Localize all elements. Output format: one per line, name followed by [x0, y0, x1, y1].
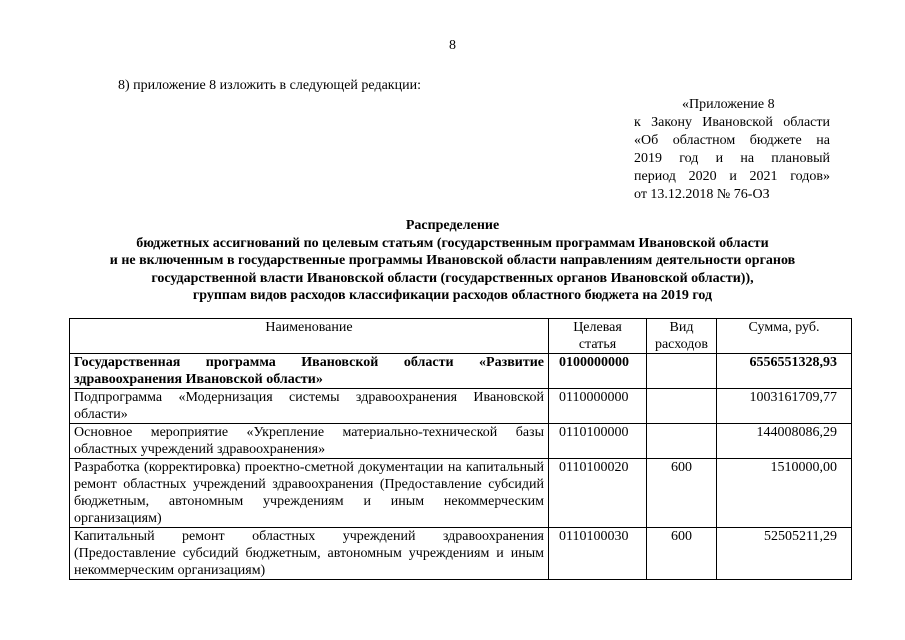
row-sum: 52505211,29	[717, 528, 852, 580]
appendix-line: к Закону Ивановской области	[634, 115, 830, 130]
row-name: Основное мероприятие «Укрепление материально-технической базы областных учреждений здравоохранения»	[70, 424, 549, 459]
title-line: группам видов расходов классификации расходов областного бюджета на 2019 год	[192, 288, 713, 303]
table-row	[70, 389, 852, 424]
row-code: 0110100030	[549, 528, 647, 580]
row-type	[647, 354, 717, 389]
document-title	[70, 217, 835, 305]
table-row	[70, 354, 852, 389]
title-line: Распределение	[405, 218, 500, 233]
row-type	[647, 389, 717, 424]
row-code: 0110100000	[549, 424, 647, 459]
row-sum: 6556551328,93	[717, 354, 852, 389]
row-sum: 144008086,29	[717, 424, 852, 459]
appendix-line: «Об областном бюджете на	[634, 133, 830, 148]
table-row	[70, 424, 852, 459]
appendix-line: «Приложение 8	[682, 97, 775, 112]
header-sum: Сумма, руб.	[717, 319, 852, 354]
table-row	[70, 459, 852, 528]
title-line: и не включенным в государственные программы Ивановской области направлениям деятельности органов	[109, 253, 796, 268]
page-number: 8	[449, 38, 456, 53]
header-code: Целевая статья	[549, 319, 647, 354]
row-type: 600	[647, 528, 717, 580]
row-type	[647, 424, 717, 459]
intro-text: 8) приложение 8 изложить в следующей редакции:	[118, 78, 421, 93]
budget-table	[69, 318, 852, 580]
table-row	[70, 528, 852, 580]
row-code: 0110000000	[549, 389, 647, 424]
table-header-row	[70, 319, 852, 354]
row-type: 600	[647, 459, 717, 528]
row-name: Разработка (корректировка) проектно-сметной документации на капитальный ремонт областных учреждений здравоохранения (Предоставление субсидий бюджетным, автономным учреждениям и иным некоммерческим организациям)	[70, 459, 549, 528]
header-type: Вид расходов	[647, 319, 717, 354]
header-name: Наименование	[70, 319, 549, 354]
appendix-line: от 13.12.2018 № 76-ОЗ	[634, 187, 770, 202]
row-name: Подпрограмма «Модернизация системы здравоохранения Ивановской области»	[70, 389, 549, 424]
row-name: Капитальный ремонт областных учреждений здравоохранения (Предоставление субсидий бюджетным, автономным учреждениям и иным некоммерческим организациям)	[70, 528, 549, 580]
row-code: 0110100020	[549, 459, 647, 528]
appendix-line: период 2020 и 2021 годов»	[634, 169, 830, 184]
appendix-line: 2019 год и на плановый	[634, 151, 830, 166]
row-sum: 1510000,00	[717, 459, 852, 528]
row-name: Государственная программа Ивановской области «Развитие здравоохранения Ивановской области»	[70, 354, 549, 389]
row-sum: 1003161709,77	[717, 389, 852, 424]
title-line: государственной власти Ивановской области (государственных органов Ивановской области)),	[151, 270, 754, 286]
row-code: 0100000000	[549, 354, 647, 389]
appendix-reference	[634, 96, 830, 204]
title-line: бюджетных ассигнований по целевым статьям (государственным программам Ивановской области	[136, 235, 769, 251]
